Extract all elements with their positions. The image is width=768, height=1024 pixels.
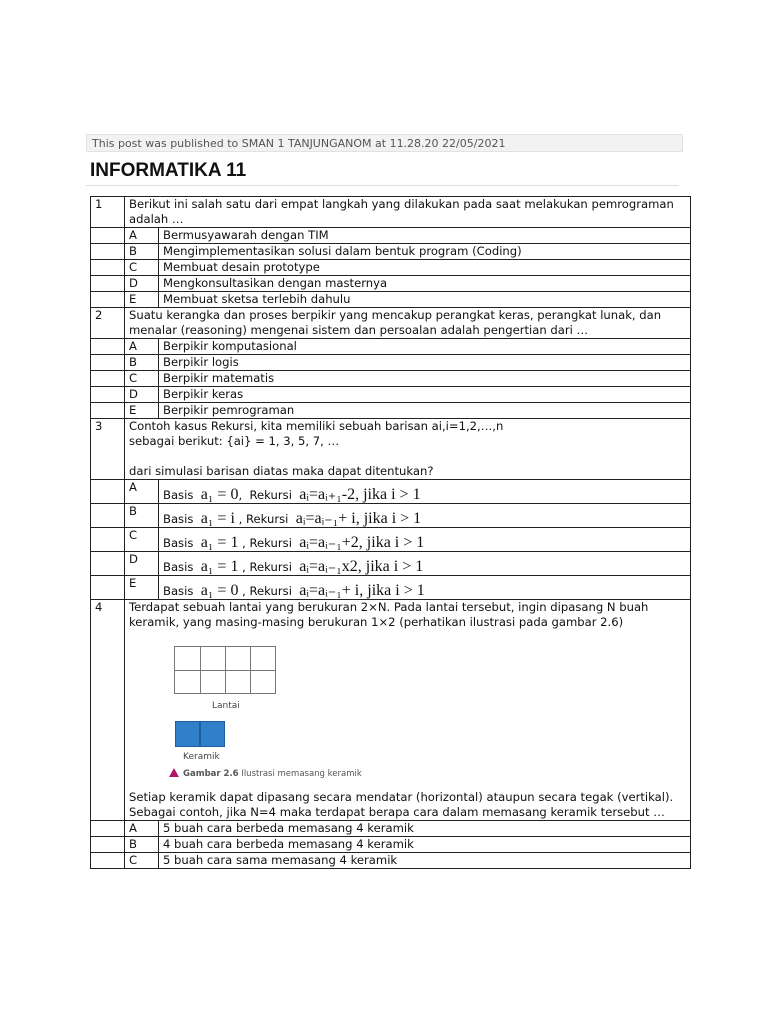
tile-illustration — [129, 630, 686, 790]
basis-formula: a₁ = i — [200, 510, 235, 527]
option-row — [91, 292, 691, 308]
question-line: Setiap keramik dapat dipasang secara mendatar (horizontal) ataupun secara tegak (vertikal). Sebagai contoh, jika N=4 maka terdapat berapa cara dalam memasang keramik tersebut … — [129, 790, 674, 819]
floor-grid — [174, 646, 276, 694]
question-text: Berikut ini salah satu dari empat langkah yang dilakukan pada saat melakukan pemrograman adalah … — [125, 197, 691, 228]
basis-formula: a₁ = 0 — [200, 582, 239, 599]
option-letter: C — [125, 853, 159, 869]
option-letter: A — [125, 821, 159, 837]
option-text: Bermusyawarah dengan TIM — [159, 228, 691, 244]
rekursi-formula: aᵢ=aᵢ₊₁-2, jika i > 1 — [299, 486, 421, 503]
option-letter: E — [125, 292, 159, 308]
question-row — [91, 419, 691, 480]
option-row — [91, 387, 691, 403]
basis-label: Basis — [163, 584, 194, 598]
page-title: INFORMATIKA 11 — [90, 160, 247, 181]
option-letter: C — [125, 528, 159, 552]
option-text: 4 buah cara berbeda memasang 4 keramik — [159, 837, 691, 853]
rekursi-label: Rekursi — [245, 512, 289, 526]
rekursi-formula: aᵢ=aᵢ₋₁x2, jika i > 1 — [299, 558, 424, 575]
question-number: 3 — [91, 419, 125, 480]
option-text: Membuat sketsa terlebih dahulu — [159, 292, 691, 308]
basis-label: Basis — [163, 512, 194, 526]
option-row — [91, 403, 691, 419]
figure-caption-text: Ilustrasi memasang keramik — [241, 769, 362, 779]
option-row — [91, 260, 691, 276]
basis-formula: a₁ = 1 — [200, 558, 239, 575]
option-letter: B — [125, 355, 159, 371]
floor-label: Lantai — [212, 701, 240, 711]
publish-banner: This post was published to SMAN 1 TANJUNGANOM at 11.28.20 22/05/2021 — [86, 134, 683, 152]
option-row — [91, 821, 691, 837]
question-text — [125, 600, 691, 821]
option-letter: D — [125, 276, 159, 292]
option-letter: A — [125, 339, 159, 355]
option-row — [91, 355, 691, 371]
option-letter: E — [125, 403, 159, 419]
option-text: Berpikir keras — [159, 387, 691, 403]
option-row — [91, 276, 691, 292]
option-row — [91, 504, 691, 528]
option-letter: B — [125, 837, 159, 853]
option-row — [91, 853, 691, 869]
option-row — [91, 552, 691, 576]
option-row — [91, 244, 691, 260]
option-row — [91, 576, 691, 600]
basis-label: Basis — [163, 560, 194, 574]
question-row — [91, 197, 691, 228]
question-line: sebagai berikut: {ai} = 1, 3, 5, 7, … — [129, 434, 340, 448]
tile-label: Keramik — [183, 752, 220, 762]
tile-sample — [175, 721, 227, 747]
option-row — [91, 371, 691, 387]
option-letter: C — [125, 260, 159, 276]
option-row — [91, 228, 691, 244]
option-row — [91, 339, 691, 355]
figure-caption — [169, 767, 362, 782]
option-row — [91, 528, 691, 552]
option-text: Mengimplementasikan solusi dalam bentuk program (Coding) — [159, 244, 691, 260]
basis-label: Basis — [163, 536, 194, 550]
option-row — [91, 480, 691, 504]
option-row — [91, 837, 691, 853]
option-text: Berpikir komputasional — [159, 339, 691, 355]
question-line: Terdapat sebuah lantai yang berukuran 2×N. Pada lantai tersebut, ingin dipasang N buah keramik, yang masing-masing berukuran 1×2 (perhatikan ilustrasi pada gambar 2.6) — [129, 600, 649, 629]
option-letter: D — [125, 387, 159, 403]
option-letter: B — [125, 244, 159, 260]
title-divider — [86, 185, 679, 186]
option-letter: B — [125, 504, 159, 528]
option-letter: A — [125, 480, 159, 504]
rekursi-label: Rekursi — [249, 584, 292, 598]
option-text: Berpikir logis — [159, 355, 691, 371]
questions-table — [90, 196, 691, 869]
option-text: Berpikir matematis — [159, 371, 691, 387]
option-text: Membuat desain prototype — [159, 260, 691, 276]
question-row — [91, 600, 691, 821]
option-formula: Basis a₁ = i , Rekursi aᵢ=aᵢ₋₁+ i, jika i > 1 — [159, 504, 691, 528]
question-line: Contoh kasus Rekursi, kita memiliki sebuah barisan ai,i=1,2,…,n — [129, 419, 504, 433]
option-letter: C — [125, 371, 159, 387]
option-text: Mengkonsultasikan dengan masternya — [159, 276, 691, 292]
option-formula: Basis a₁ = 1 , Rekursi aᵢ=aᵢ₋₁+2, jika i > 1 — [159, 528, 691, 552]
basis-formula: a₁ = 0 — [200, 486, 239, 503]
basis-formula: a₁ = 1 — [200, 534, 239, 551]
rekursi-formula: aᵢ=aᵢ₋₁+ i, jika i > 1 — [299, 582, 425, 599]
question-number: 2 — [91, 308, 125, 339]
option-formula: Basis a₁ = 0 , Rekursi aᵢ=aᵢ₋₁+ i, jika i > 1 — [159, 576, 691, 600]
rekursi-label: Rekursi — [249, 536, 292, 550]
option-formula: Basis a₁ = 1 , Rekursi aᵢ=aᵢ₋₁x2, jika i > 1 — [159, 552, 691, 576]
rekursi-label: Rekursi — [249, 560, 292, 574]
figure-number: Gambar 2.6 — [183, 769, 239, 779]
rekursi-formula: aᵢ=aᵢ₋₁+ i, jika i > 1 — [295, 510, 422, 527]
option-letter: E — [125, 576, 159, 600]
basis-label: Basis — [163, 488, 194, 502]
question-line: dari simulasi barisan diatas maka dapat ditentukan? — [129, 464, 434, 478]
question-text: Suatu kerangka dan proses berpikir yang mencakup perangkat keras, perangkat lunak, dan menalar (reasoning) mengenai sistem dan persoalan adalah pengertian dari … — [125, 308, 691, 339]
option-text: 5 buah cara sama memasang 4 keramik — [159, 853, 691, 869]
rekursi-formula: aᵢ=aᵢ₋₁+2, jika i > 1 — [299, 534, 425, 551]
rekursi-label: Rekursi — [249, 488, 292, 502]
question-text — [125, 419, 691, 480]
option-letter: D — [125, 552, 159, 576]
option-text: Berpikir pemrograman — [159, 403, 691, 419]
option-letter: A — [125, 228, 159, 244]
question-row — [91, 308, 691, 339]
question-number: 1 — [91, 197, 125, 228]
question-number: 4 — [91, 600, 125, 821]
option-text: 5 buah cara berbeda memasang 4 keramik — [159, 821, 691, 837]
option-formula: Basis a₁ = 0, Rekursi aᵢ=aᵢ₊₁-2, jika i > 1 — [159, 480, 691, 504]
triangle-icon — [169, 768, 179, 777]
